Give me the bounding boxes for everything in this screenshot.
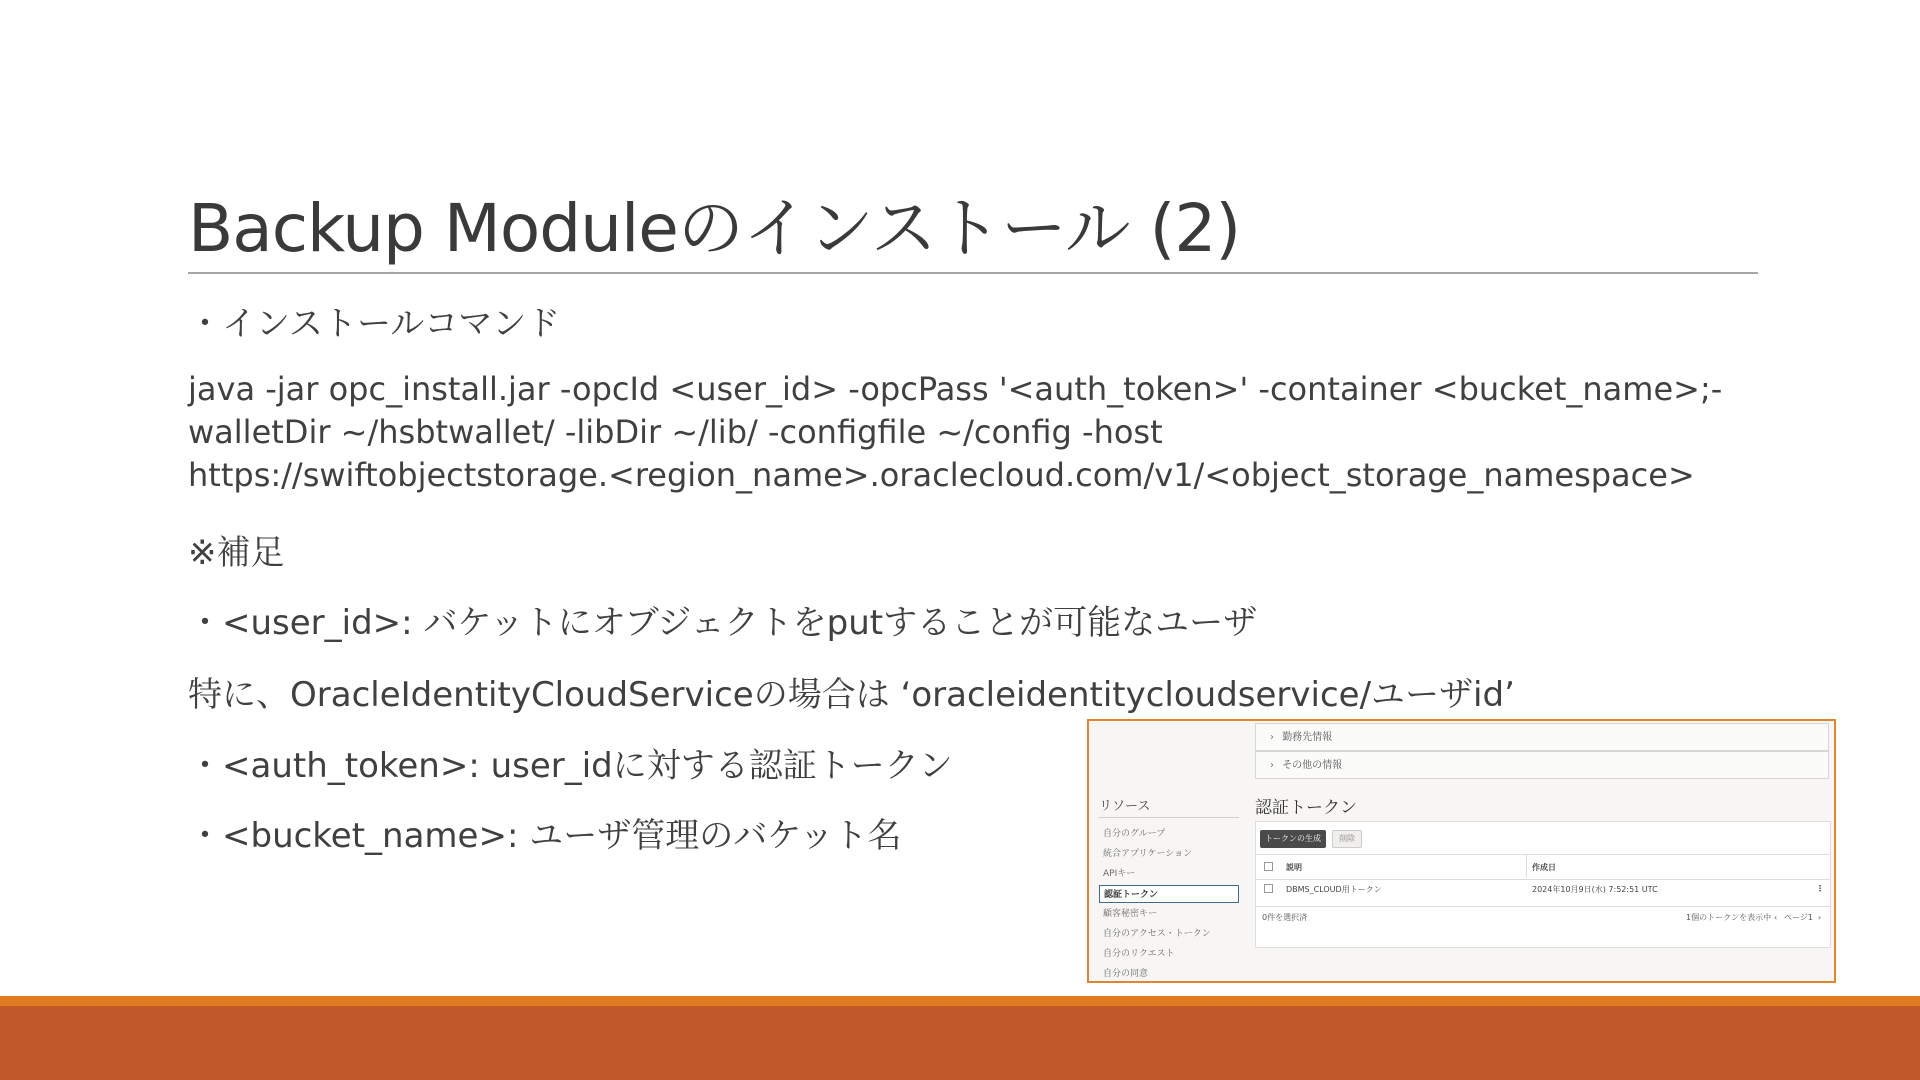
column-header-description: 説明 [1286, 863, 1302, 872]
resources-divider [1099, 817, 1239, 818]
title-divider [188, 272, 1758, 274]
token-created: 2024年10月9日(水) 7:52:51 UTC [1532, 885, 1658, 894]
sidebar-item-groups[interactable]: 自分のグループ [1103, 829, 1166, 839]
accordion-label: 勤務先情報 [1282, 732, 1333, 743]
note-user-id: ・<user_id>: バケットにオブジェクトをputすることが可能なユーザ [188, 603, 1258, 643]
selected-count: 0件を選択済 [1262, 913, 1308, 922]
generate-token-button[interactable]: トークンの生成 [1260, 830, 1326, 848]
accordion-other-info[interactable] [1255, 751, 1829, 779]
section-title: 認証トークン [1255, 798, 1357, 818]
resources-title: リソース [1099, 799, 1151, 814]
auth-token-panel [1255, 821, 1831, 948]
row-actions-icon[interactable]: ⋮ [1816, 884, 1824, 893]
sidebar-item-apps[interactable]: 統合アプリケーション [1103, 849, 1193, 859]
chevron-right-icon: › [1270, 732, 1274, 743]
sidebar-item-api-keys[interactable]: APIキー [1103, 869, 1136, 879]
sidebar-item-auth-tokens[interactable]: 認証トークン [1099, 885, 1239, 903]
token-description: DBMS_CLOUD用トークン [1286, 885, 1382, 894]
command-line-3: https://swiftobjectstorage.<region_name>.oraclecloud.com/v1/<object_storage_namespace> [188, 456, 1695, 494]
table-footer [1256, 906, 1830, 929]
next-page-icon[interactable]: › [1818, 913, 1822, 922]
note-auth-token: ・<auth_token>: user_idに対する認証トークン [188, 746, 953, 786]
command-line-2: walletDir ~/hsbtwallet/ -libDir ~/lib/ -configfile ~/config -host [188, 413, 1163, 451]
accordion-work-info[interactable] [1255, 723, 1829, 751]
command-line-1: java -jar opc_install.jar -opcId <user_id> -opcPass '<auth_token>' -container <bucket_name>;- [188, 370, 1723, 408]
page-indicator: ページ1 [1784, 913, 1813, 922]
select-all-checkbox[interactable] [1264, 862, 1273, 871]
slide-title: Backup Moduleのインストール (2) [188, 190, 1241, 267]
install-command [188, 368, 1758, 497]
footer-accent-bar [0, 996, 1920, 1006]
sidebar-item-access-tokens[interactable]: 自分のアクセス・トークン [1103, 929, 1211, 939]
note-bucket-name: ・<bucket_name>: ユーザ管理のバケット名 [188, 816, 902, 856]
column-header-created: 作成日 [1532, 863, 1556, 872]
prev-page-icon[interactable]: ‹ [1774, 913, 1778, 922]
accordion-label: その他の情報 [1282, 760, 1343, 771]
row-checkbox[interactable] [1264, 884, 1273, 893]
note-oracle-identity: 特に、OracleIdentityCloudServiceの場合は ‘oracleidentitycloudservice/ユーザid’ [188, 675, 1515, 715]
chevron-right-icon: › [1270, 760, 1274, 771]
sidebar-item-requests[interactable]: 自分のリクエスト [1103, 949, 1175, 959]
delete-button[interactable]: 削除 [1332, 830, 1362, 848]
auth-token-screenshot [1087, 719, 1836, 983]
showing-count: 1個のトークンを表示中 [1686, 913, 1772, 922]
sidebar-item-consents[interactable]: 自分の同意 [1103, 969, 1149, 979]
column-divider [1526, 854, 1527, 878]
install-command-heading: ・インストールコマンド [188, 304, 561, 344]
note-heading: ※補足 [188, 533, 285, 573]
sidebar-item-secret-keys[interactable]: 顧客秘密キー [1103, 909, 1158, 919]
footer-bar [0, 1006, 1920, 1080]
